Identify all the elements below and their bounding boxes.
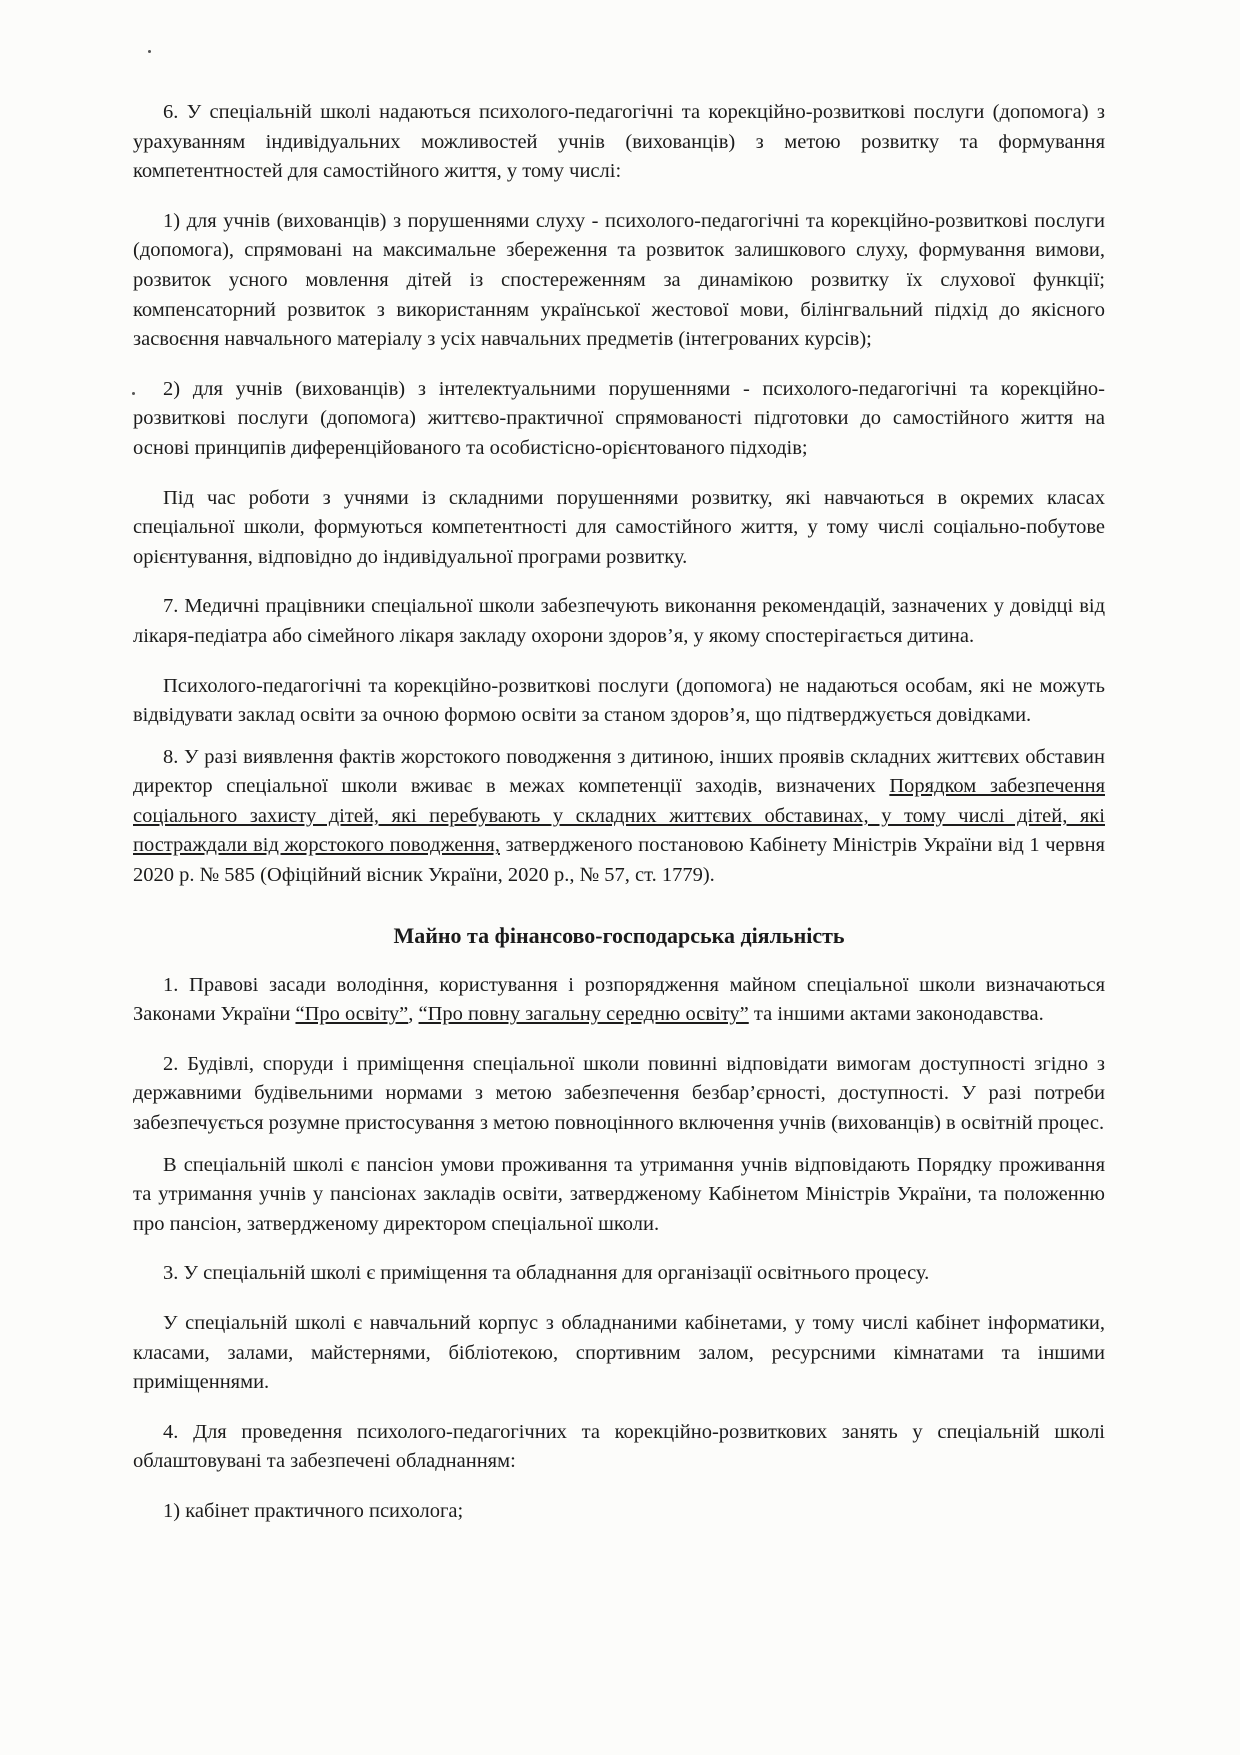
law-education-link[interactable]: “Про освіту”: [295, 1003, 409, 1026]
finance-paragraph-1: [133, 971, 1105, 1030]
paragraph-8-text-a: 8. У разі виявлення фактів жорстокого поводження з дитиною, інших проявів складних життєвих обставин директор спеціальної школи вживає в межах компетенції заходів, визначених: [133, 745, 1105, 798]
procedure-link[interactable]: Порядком забезпечення соціального захисту дітей, які перебувають у складних життєвих обставинах, у тому числі дітей, які постраждали від жорстокого поводження,: [133, 775, 1105, 857]
paragraph-7-note: Психолого-педагогічні та корекційно-розвиткові послуги (допомога) не надаються особам, які не можуть відвідувати заклад освіти за очною формою освіти за станом здоров’я, що підтверджується довідками.: [133, 674, 1105, 727]
document-body: [133, 98, 1105, 1547]
finance-paragraph-2: 2. Будівлі, споруди і приміщення спеціальної школи повинні відповідати вимогам доступності згідно з державними будівельними нормами з метою забезпечення безбар’єрності, доступності. У разі потреби забезпечується розумне пристосування з метою повноцінного включення учнів (вихованців) в освітній процес.: [133, 1052, 1105, 1135]
paragraph-6-item-2: 2) для учнів (вихованців) з інтелектуальними порушеннями - психолого-педагогічні та корекційно-розвиткові послуги (допомога) життєво-практичної спрямованості підготовки до самостійного життя на основі принципів диференційованого та особистісно-орієнтованого підходів;: [133, 377, 1105, 459]
paragraph-8: [133, 743, 1105, 891]
finance-paragraph-3-building: У спеціальній школі є навчальний корпус з обладнаними кабінетами, у тому числі кабінет інформатики, класами, залами, майстернями, бібліотекою, спортивним залом, ресурсними кімнатами та іншими приміщеннями.: [133, 1312, 1105, 1394]
finance-paragraph-2-boarding: В спеціальній школі є пансіон умови проживання та утримання учнів відповідають Порядку проживання та утримання учнів у пансіонах закладів освіти, затвердженому Кабінетом Міністрів України, та положенню про пансіон, затвердженому директором спеціальної школи.: [133, 1153, 1105, 1235]
finance-paragraph-4: 4. Для проведення психолого-педагогічних та корекційно-розвиткових занять у спеціальній школі облаштовувані та забезпечені обладнанням:: [133, 1420, 1105, 1473]
scan-speck: [148, 50, 151, 53]
law-secondary-education-link[interactable]: “Про повну загальну середню освіту”: [418, 1003, 749, 1026]
finance-paragraph-3: 3. У спеціальній школі є приміщення та обладнання для організації освітнього процесу.: [163, 1262, 930, 1285]
finance-1-text-a: 1. Правові засади володіння, користування і розпорядження майном спеціальної школи визначаються Законами України: [133, 973, 1105, 1026]
paragraph-6: 6. У спеціальній школі надаються психолого-педагогічні та корекційно-розвиткові послуги (допомога) з урахуванням індивідуальних можливостей учнів (вихованців) з метою розвитку та формування компетентностей для самостійного життя, у тому числі:: [133, 101, 1105, 183]
paragraph-6-complex: Під час роботи з учнями із складними порушеннями розвитку, які навчаються в окремих класах спеціальної школи, формуються компетентності для самостійного життя, у тому числі соціально-побутове орієнтування, відповідно до індивідуальної програми розвитку.: [133, 486, 1105, 568]
paragraph-7: 7. Медичні працівники спеціальної школи забезпечують виконання рекомендацій, зазначених у довідці від лікаря-педіатра або сімейного лікаря закладу охорони здоров’я, у якому спостерігається дитина.: [133, 595, 1105, 647]
finance-1-text-b: та іншими актами законодавства.: [748, 1003, 1044, 1026]
finance-1-separator: ,: [408, 1003, 419, 1026]
paragraph-8-text-b: затвердженого постановою Кабінету Міністрів України від 1 червня 2020 р. № 585 (Офіційний вісник України, 2020 р., № 57, ст. 1779).: [133, 834, 1105, 887]
section-heading: Майно та фінансово-господарська діяльність: [393, 922, 845, 948]
paragraph-6-item-1: 1) для учнів (вихованців) з порушеннями слуху - психолого-педагогічні та корекційно-розвиткові послуги (допомога), спрямовані на максимальне збереження та розвиток залишкового слуху, формування вимови, розвиток усного мовлення дітей із спостереженням за динамікою розвитку їх слухової функції; компенсаторний розвиток з використанням української жестової мови, білінгвальний підхід до якісного засвоєння навчального матеріалу з усіх навчальних предметів (інтегрованих курсів);: [133, 209, 1105, 351]
finance-paragraph-4-item-1: 1) кабінет практичного психолога;: [163, 1499, 464, 1522]
